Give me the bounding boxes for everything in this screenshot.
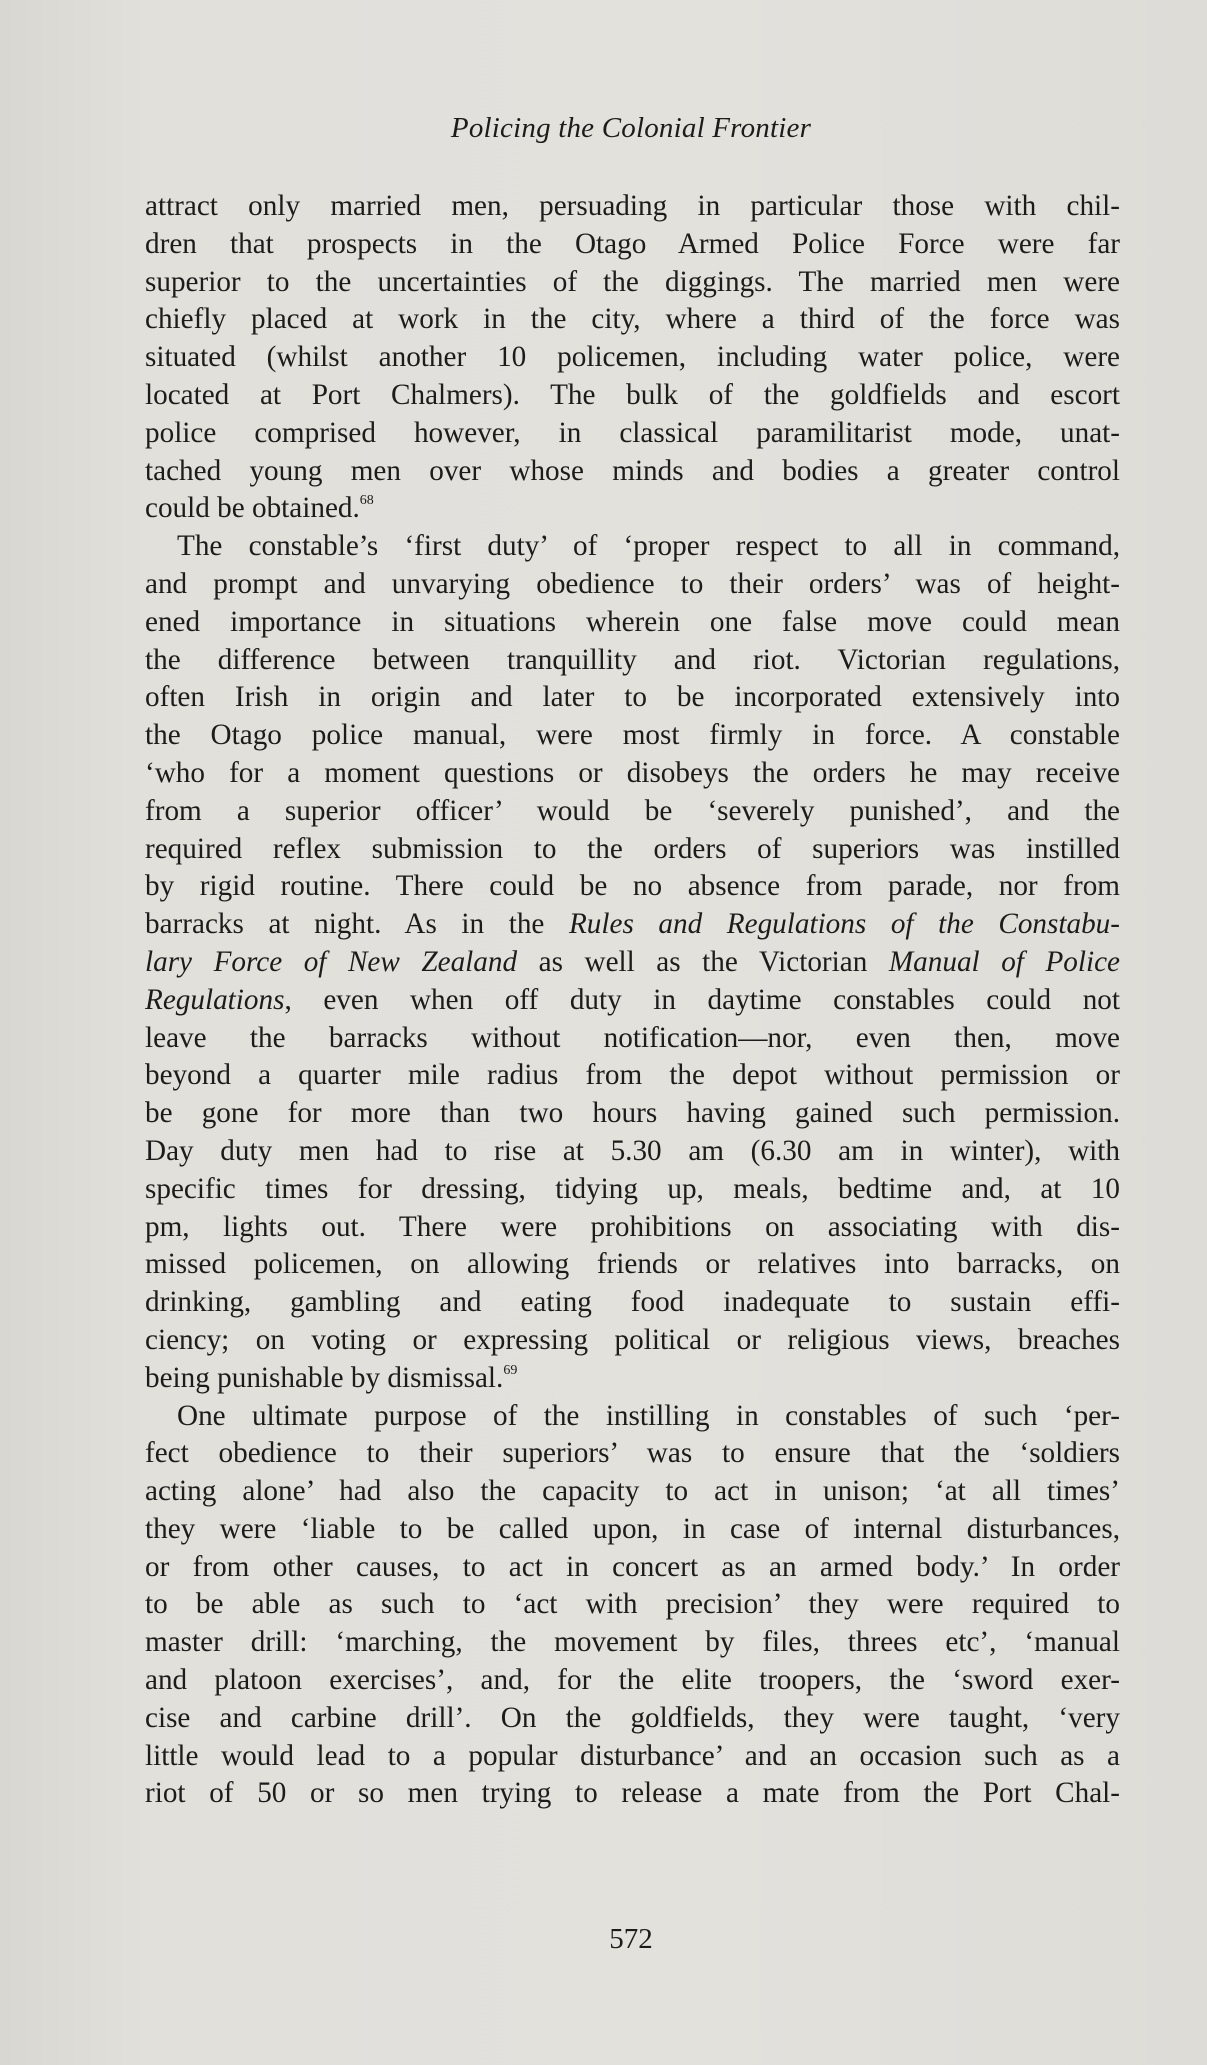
text-line (145, 1020, 1120, 1058)
text-line (145, 1775, 1120, 1813)
line-text: the difference between tranquillity and riot. Victorian regulations, (145, 643, 1120, 676)
line-text: and platoon exercises’, and, for the elite troopers, the ‘sword exer- (145, 1664, 1120, 1697)
line-text: required reflex submission to the orders of superiors was instilled (145, 832, 1120, 865)
text-line (145, 264, 1120, 302)
line-text: tached young men over whose minds and bodies a greater control (145, 454, 1120, 487)
text-line (145, 490, 1120, 528)
text-line (145, 1549, 1120, 1587)
line-text: ciency; on voting or expressing political or religious views, breaches (145, 1323, 1120, 1356)
text-line (145, 1322, 1120, 1360)
line-text: they were ‘liable to be called upon, in case of internal disturbances, (145, 1512, 1120, 1545)
text-line (145, 944, 1120, 982)
text-line (145, 1171, 1120, 1209)
italic-text: Manual of Police (888, 945, 1120, 978)
text-line (145, 226, 1120, 264)
italic-text: Regulations (145, 983, 285, 1016)
text-line (145, 755, 1120, 793)
line-text: and prompt and unvarying obedience to their orders’ was of height- (145, 567, 1120, 600)
line-text: acting alone’ had also the capacity to act in unison; ‘at all times’ (145, 1475, 1120, 1508)
text-line (145, 566, 1120, 604)
line-text: riot of 50 or so men trying to release a mate from the Port Chal- (145, 1777, 1120, 1810)
text-line (145, 528, 1120, 566)
line-text: beyond a quarter mile radius from the depot without permission or (145, 1059, 1120, 1092)
text-line (145, 188, 1120, 226)
text-line (145, 679, 1120, 717)
line-text: located at Port Chalmers). The bulk of the goldfields and escort (145, 378, 1120, 411)
italic-text: Rules and Regulations of the Constabu- (568, 908, 1120, 941)
text-line (145, 1246, 1120, 1284)
line-text: leave the barracks without notification—nor, even then, move (145, 1021, 1120, 1054)
text-line (145, 1209, 1120, 1247)
footnote-marker: 68 (359, 493, 374, 509)
line-text: barracks at night. As in the (145, 908, 569, 941)
text-line (145, 906, 1120, 944)
line-text: drinking, gambling and eating food inadequate to sustain effi- (145, 1286, 1120, 1319)
line-text: police comprised however, in classical paramilitarist mode, unat- (145, 416, 1120, 449)
text-line (145, 1473, 1120, 1511)
line-text: situated (whilst another 10 policemen, including water police, were (145, 341, 1120, 374)
line-text: pm, lights out. There were prohibitions on associating with dis- (145, 1210, 1120, 1243)
text-line (145, 1360, 1120, 1398)
text-line (145, 604, 1120, 642)
text-line (145, 1700, 1120, 1738)
text-line (145, 793, 1120, 831)
text-line (145, 301, 1120, 339)
line-text: from a superior officer’ would be ‘severely punished’, and the (145, 794, 1120, 827)
text-line (145, 868, 1120, 906)
text-line (145, 642, 1120, 680)
line-text: specific times for dressing, tidying up, meals, bedtime and, at 10 (145, 1172, 1120, 1205)
running-head: Policing the Colonial Frontier (450, 112, 812, 144)
line-text: , even when off duty in daytime constables could not (284, 983, 1120, 1016)
text-line (145, 415, 1120, 453)
line-text: fect obedience to their superiors’ was to ensure that the ‘soldiers (145, 1437, 1120, 1470)
text-line (145, 339, 1120, 377)
line-text: ened importance in situations wherein one false move could mean (145, 605, 1120, 638)
line-text: superior to the uncertainties of the diggings. The married men were (145, 265, 1120, 298)
line-text: could be obtained. (145, 492, 360, 525)
line-text: One ultimate purpose of the instilling in constables of such ‘per- (177, 1399, 1120, 1432)
line-text: being punishable by dismissal. (145, 1361, 504, 1394)
line-text: by rigid routine. There could be no absence from parade, nor from (145, 870, 1120, 903)
text-line (145, 1511, 1120, 1549)
line-text: dren that prospects in the Otago Armed Police Force were far (145, 227, 1120, 260)
line-text: Day duty men had to rise at 5.30 am (6.30 am in winter), with (145, 1134, 1120, 1167)
line-text: little would lead to a popular disturbance’ and an occasion such as a (145, 1739, 1120, 1772)
body-text (145, 188, 1120, 1813)
text-line (145, 1133, 1120, 1171)
text-line (145, 982, 1120, 1020)
line-text: as well as the Victorian (517, 945, 889, 978)
line-text: The constable’s ‘first duty’ of ‘proper respect to all in command, (177, 530, 1120, 563)
text-line (145, 1738, 1120, 1776)
italic-text: lary Force of New Zealand (145, 945, 518, 978)
line-text: missed policemen, on allowing friends or relatives into barracks, on (145, 1248, 1120, 1281)
text-line (145, 1398, 1120, 1436)
text-line (145, 1624, 1120, 1662)
text-line (145, 717, 1120, 755)
text-line (145, 1435, 1120, 1473)
text-line (145, 1586, 1120, 1624)
line-text: master drill: ‘marching, the movement by files, threes etc’, ‘manual (145, 1626, 1120, 1659)
line-text: to be able as such to ‘act with precision’ they were required to (145, 1588, 1120, 1621)
text-line (145, 1095, 1120, 1133)
line-text: ‘who for a moment questions or disobeys the orders he may receive (145, 756, 1120, 789)
line-text: the Otago police manual, were most firmly in force. A constable (145, 719, 1120, 752)
text-line (145, 1662, 1120, 1700)
line-text: cise and carbine drill’. On the goldfields, they were taught, ‘very (145, 1701, 1120, 1734)
page-number: 572 (609, 1923, 653, 1955)
text-line (145, 453, 1120, 491)
line-text: attract only married men, persuading in particular those with chil- (145, 190, 1120, 222)
text-line (145, 1284, 1120, 1322)
line-text: chiefly placed at work in the city, where a third of the force was (145, 303, 1120, 336)
line-text: or from other causes, to act in concert as an armed body.’ In order (145, 1550, 1120, 1583)
text-line (145, 377, 1120, 415)
line-text: often Irish in origin and later to be incorporated extensively into (145, 681, 1120, 714)
text-line (145, 831, 1120, 869)
footnote-marker: 69 (503, 1362, 518, 1378)
line-text: be gone for more than two hours having gained such permission. (145, 1097, 1120, 1130)
text-line (145, 1057, 1120, 1095)
